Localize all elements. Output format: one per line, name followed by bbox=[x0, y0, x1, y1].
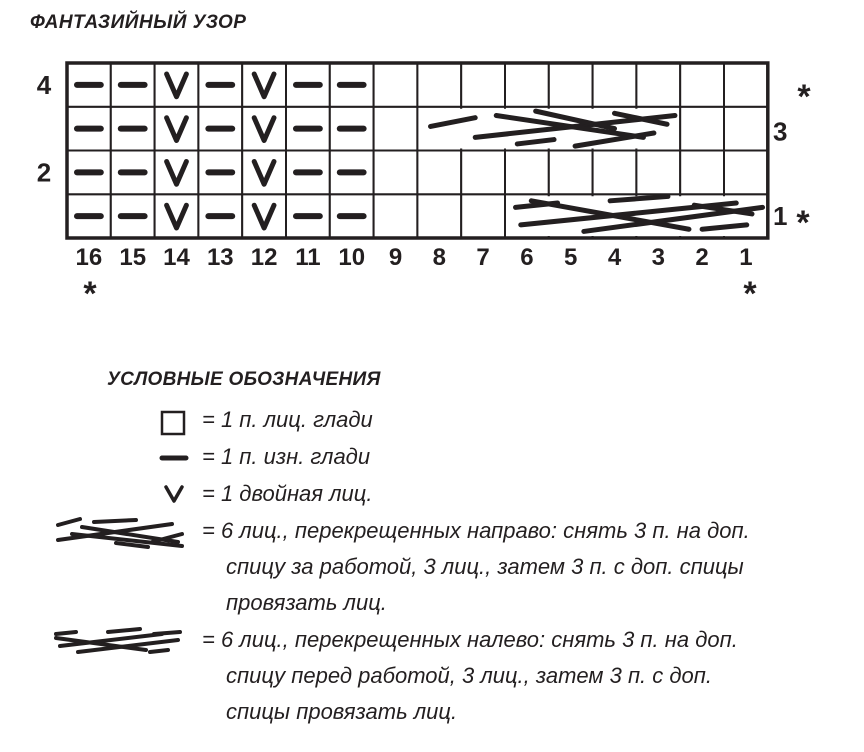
cross-left-icon bbox=[50, 624, 190, 658]
chart-cell-knit bbox=[461, 194, 505, 238]
column-number-9: 9 bbox=[388, 244, 403, 271]
column-number-10: 10 bbox=[338, 244, 366, 271]
legend-item-purl: = 1 п. изн. глади bbox=[202, 444, 371, 469]
chart-cell-knit bbox=[374, 107, 418, 151]
chart-cell-double bbox=[242, 151, 286, 195]
knit-square-icon bbox=[160, 410, 188, 438]
chart-cell-double bbox=[242, 194, 286, 238]
chart-cell-knit bbox=[593, 151, 637, 195]
chart-cell-knit bbox=[680, 151, 724, 195]
legend-item-knit: = 1 п. лиц. глади bbox=[202, 407, 373, 432]
column-number-11: 11 bbox=[295, 244, 321, 271]
row-label-left-2: 2 bbox=[36, 157, 52, 188]
cross-right-icon bbox=[52, 516, 192, 552]
chart-cell-knit bbox=[636, 151, 680, 195]
chart-cell-knit bbox=[593, 63, 637, 107]
repeat-marker-col-left: * bbox=[83, 275, 97, 313]
column-number-2: 2 bbox=[695, 244, 709, 271]
chart-cell-knit bbox=[505, 63, 549, 107]
chart-cell-knit bbox=[417, 151, 461, 195]
chart-cell-double bbox=[155, 107, 199, 151]
column-number-3: 3 bbox=[651, 244, 665, 271]
chart-cell-double bbox=[155, 63, 199, 107]
repeat-marker-row-top: * bbox=[797, 78, 811, 116]
knitting-chart bbox=[0, 0, 864, 320]
chart-cell-double bbox=[242, 107, 286, 151]
column-number-15: 15 bbox=[119, 244, 147, 271]
chart-cell-knit bbox=[374, 63, 418, 107]
chart-cell-knit bbox=[680, 107, 724, 151]
chart-cell-knit bbox=[724, 151, 768, 195]
double-v-icon bbox=[161, 482, 187, 506]
chart-cell-knit bbox=[374, 194, 418, 238]
chart-cell-knit bbox=[724, 107, 768, 151]
column-number-12: 12 bbox=[250, 244, 278, 271]
chart-cell-knit bbox=[417, 194, 461, 238]
row-label-right-3: 3 bbox=[773, 116, 788, 147]
chart-cell-knit bbox=[680, 63, 724, 107]
chart-cell-knit bbox=[374, 151, 418, 195]
legend-item-double: = 1 двойная лиц. bbox=[202, 481, 373, 506]
column-number-7: 7 bbox=[476, 244, 490, 271]
legend-item-cross-right: = 6 лиц., перекрещенных направо: снять 3 п. на доп. спицу за работой, 3 лиц., затем 3 п. с доп. спицы провязать лиц. bbox=[202, 518, 750, 615]
column-number-4: 4 bbox=[607, 244, 622, 271]
purl-dash-icon bbox=[158, 448, 192, 468]
column-number-16: 16 bbox=[75, 244, 103, 271]
chart-cell-knit bbox=[549, 151, 593, 195]
legend-item-cross-left: = 6 лиц., перекрещенных налево: снять 3 п. на доп. спицу перед работой, 3 лиц., затем 3 п. с доп. спицы провязать лиц. bbox=[202, 627, 738, 724]
column-number-13: 13 bbox=[206, 244, 234, 271]
column-number-6: 6 bbox=[520, 244, 534, 271]
chart-cell-knit bbox=[417, 63, 461, 107]
chart-cell-knit bbox=[505, 151, 549, 195]
chart-cell-double bbox=[155, 194, 199, 238]
chart-cell-knit bbox=[549, 63, 593, 107]
chart-cell-knit bbox=[636, 63, 680, 107]
legend-title: УСЛОВНЫЕ ОБОЗНАЧЕНИЯ bbox=[107, 369, 381, 390]
chart-cell-knit bbox=[724, 63, 768, 107]
repeat-marker-row-bottom: * bbox=[796, 204, 810, 242]
row-label-right-1: 1 bbox=[773, 201, 788, 232]
chart-cell-knit bbox=[461, 151, 505, 195]
repeat-marker-col-right: * bbox=[743, 275, 757, 313]
pattern-title: ФАНТАЗИЙНЫЙ УЗОР bbox=[30, 12, 247, 33]
chart-cell-double bbox=[155, 151, 199, 195]
row-label-left-4: 4 bbox=[36, 69, 52, 100]
column-number-8: 8 bbox=[432, 244, 446, 271]
chart-cell-knit bbox=[461, 63, 505, 107]
chart-cell-double bbox=[242, 63, 286, 107]
column-number-14: 14 bbox=[163, 244, 190, 271]
column-number-5: 5 bbox=[564, 244, 578, 271]
column-number-1: 1 bbox=[739, 244, 753, 271]
